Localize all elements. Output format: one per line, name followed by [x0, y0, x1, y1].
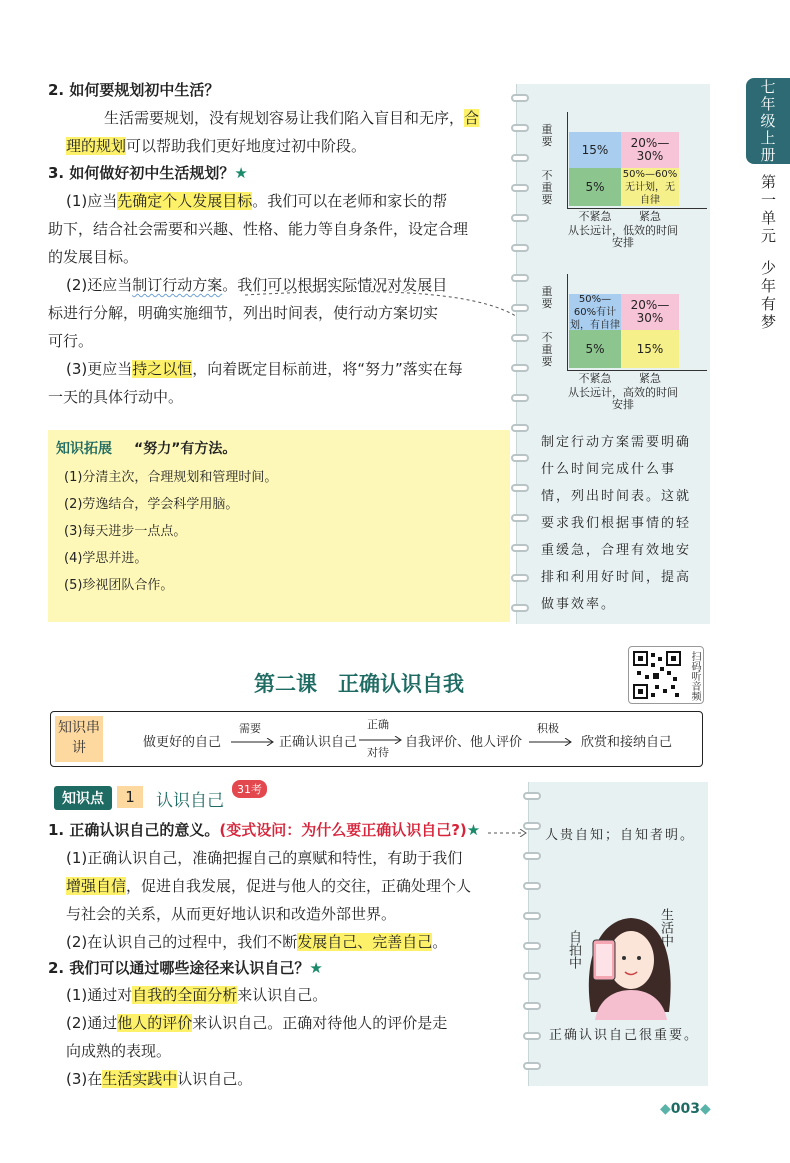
cell-not-important-urgent: 50%—60%无计划，无自律 — [622, 168, 678, 206]
q3-s3: (3)更应当持之以恒，向着既定目标前进，将“努力”落实在每 — [66, 360, 463, 378]
q3-s2: (2)还应当制订行动方案。我们可以根据实际情况对发展目 — [66, 276, 448, 294]
q2-title: 2. 如何要规划初中生活？ — [48, 81, 220, 99]
quote-text: 人贵自知；自知者明。 — [545, 828, 696, 843]
star-icon: ★ — [234, 164, 248, 182]
lesson-title: 第二课 正确认识自我 — [254, 672, 464, 696]
q3-s2-2: 标进行分解，明确实施细节，列出时间表，使行动方案切实 — [48, 304, 439, 322]
qr-code-icon — [633, 651, 681, 699]
knowledge-extension-box — [48, 430, 510, 622]
unit-title: 少年有梦 — [759, 260, 777, 332]
q2-para-2: 理的规划可以帮助我们更好地度过初中阶段。 — [66, 137, 367, 155]
cell-important-not-urgent: 15% — [569, 132, 621, 168]
knowledge-item: (4)学思并进。 — [64, 551, 148, 566]
k2-title: 2. 我们可以通过哪些途径来认识自己？★ — [48, 959, 323, 977]
arrow-icon — [529, 738, 575, 746]
flow-tag: 知识串讲 — [55, 716, 103, 762]
exam-count-badge: 31考 — [232, 780, 267, 798]
q3-s1-3: 的发展目标。 — [48, 248, 139, 266]
handwritten-note: 制定行动方案需要明确 什么时间完成什么事 情，列出时间表。这就 要求我们根据事情的轻 重缓急，合理有效地安 排和利用好时间，提高 做事效率。 — [541, 435, 692, 612]
unit-side-tab — [738, 78, 790, 332]
knowledge-point-tag: 知识点 — [54, 786, 112, 810]
page-number: ◆003◆ — [660, 1101, 711, 1117]
knowledge-point-number: 1 — [117, 786, 143, 808]
knowledge-point-title: 认识自己 — [156, 791, 224, 811]
cell-important-urgent: 20%—30% — [621, 132, 679, 168]
q3-title: 3. 如何做好初中生活规划？★ — [48, 164, 248, 182]
cell-not-important-not-urgent: 5% — [569, 168, 621, 206]
unit-label: 第一单元 — [759, 174, 777, 246]
knowledge-item: (5)珍视团队合作。 — [64, 578, 174, 593]
knowledge-tag: 知识拓展 — [56, 441, 112, 457]
connector-arrow-2 — [488, 829, 530, 837]
knowledge-item: (3)每天进步一点点。 — [64, 524, 187, 539]
qr-code-block[interactable] — [628, 646, 704, 704]
notebook-panel-top — [516, 84, 710, 624]
star-icon: ★ — [309, 959, 323, 977]
q3-s2-3: 可行。 — [48, 332, 94, 350]
arrow-icon — [359, 736, 405, 744]
knowledge-flow: 知识串讲 做更好的自己 需要 正确认识自己 正确 对待 自我评价、他人评价 积极 欣赏和接纳自己 — [50, 711, 703, 767]
picture-caption: 正确认识自己很重要。 — [549, 1028, 700, 1043]
selfie-label: 自拍中 — [566, 930, 581, 969]
q3-s1: (1)应当先确定个人发展目标。我们可以在老师和家长的帮 — [66, 192, 448, 210]
knowledge-item: (2)劳逸结合，学会科学用脑。 — [64, 497, 239, 512]
grade-tab: 七年级上册 — [746, 78, 790, 164]
y-bottom-label: 不重要 — [541, 169, 553, 206]
k1-title: 1. 正确认识自己的意义。(变式设问：为什么要正确认识自己?)★ — [48, 821, 481, 839]
knowledge-item: (1)分清主次，合理规划和管理时间。 — [64, 470, 278, 485]
q2-para: 生活需要规划，没有规划容易让我们陷入盲目和无序，合 — [104, 109, 480, 127]
real-life-label: 生活中 — [658, 908, 673, 947]
q3-s3-2: 一天的具体行动中。 — [48, 388, 184, 406]
notebook-panel-bottom — [528, 782, 708, 1086]
time-matrix-2: 重要 不重要 50%—60%有计划，有自律 20%—30% 5% 15% 不紧急 紧急 从长远计，高效的时间安排 — [539, 274, 709, 414]
time-matrix-1: 重要 不重要 15% 20%—30% 5% 50%—60%无计划，无自律 不紧急 紧急 从长远计，低效的时间安排 — [539, 112, 709, 252]
q3-s1-2: 助下，结合社会需要和兴趣、性格、能力等自身条件，设定合理 — [48, 220, 469, 238]
qr-label: 扫码听音频 — [689, 651, 700, 701]
y-top-label: 重要 — [541, 123, 553, 148]
star-icon: ★ — [466, 821, 481, 839]
arrow-icon — [231, 738, 277, 746]
knowledge-title: “努力”有方法。 — [134, 441, 237, 457]
